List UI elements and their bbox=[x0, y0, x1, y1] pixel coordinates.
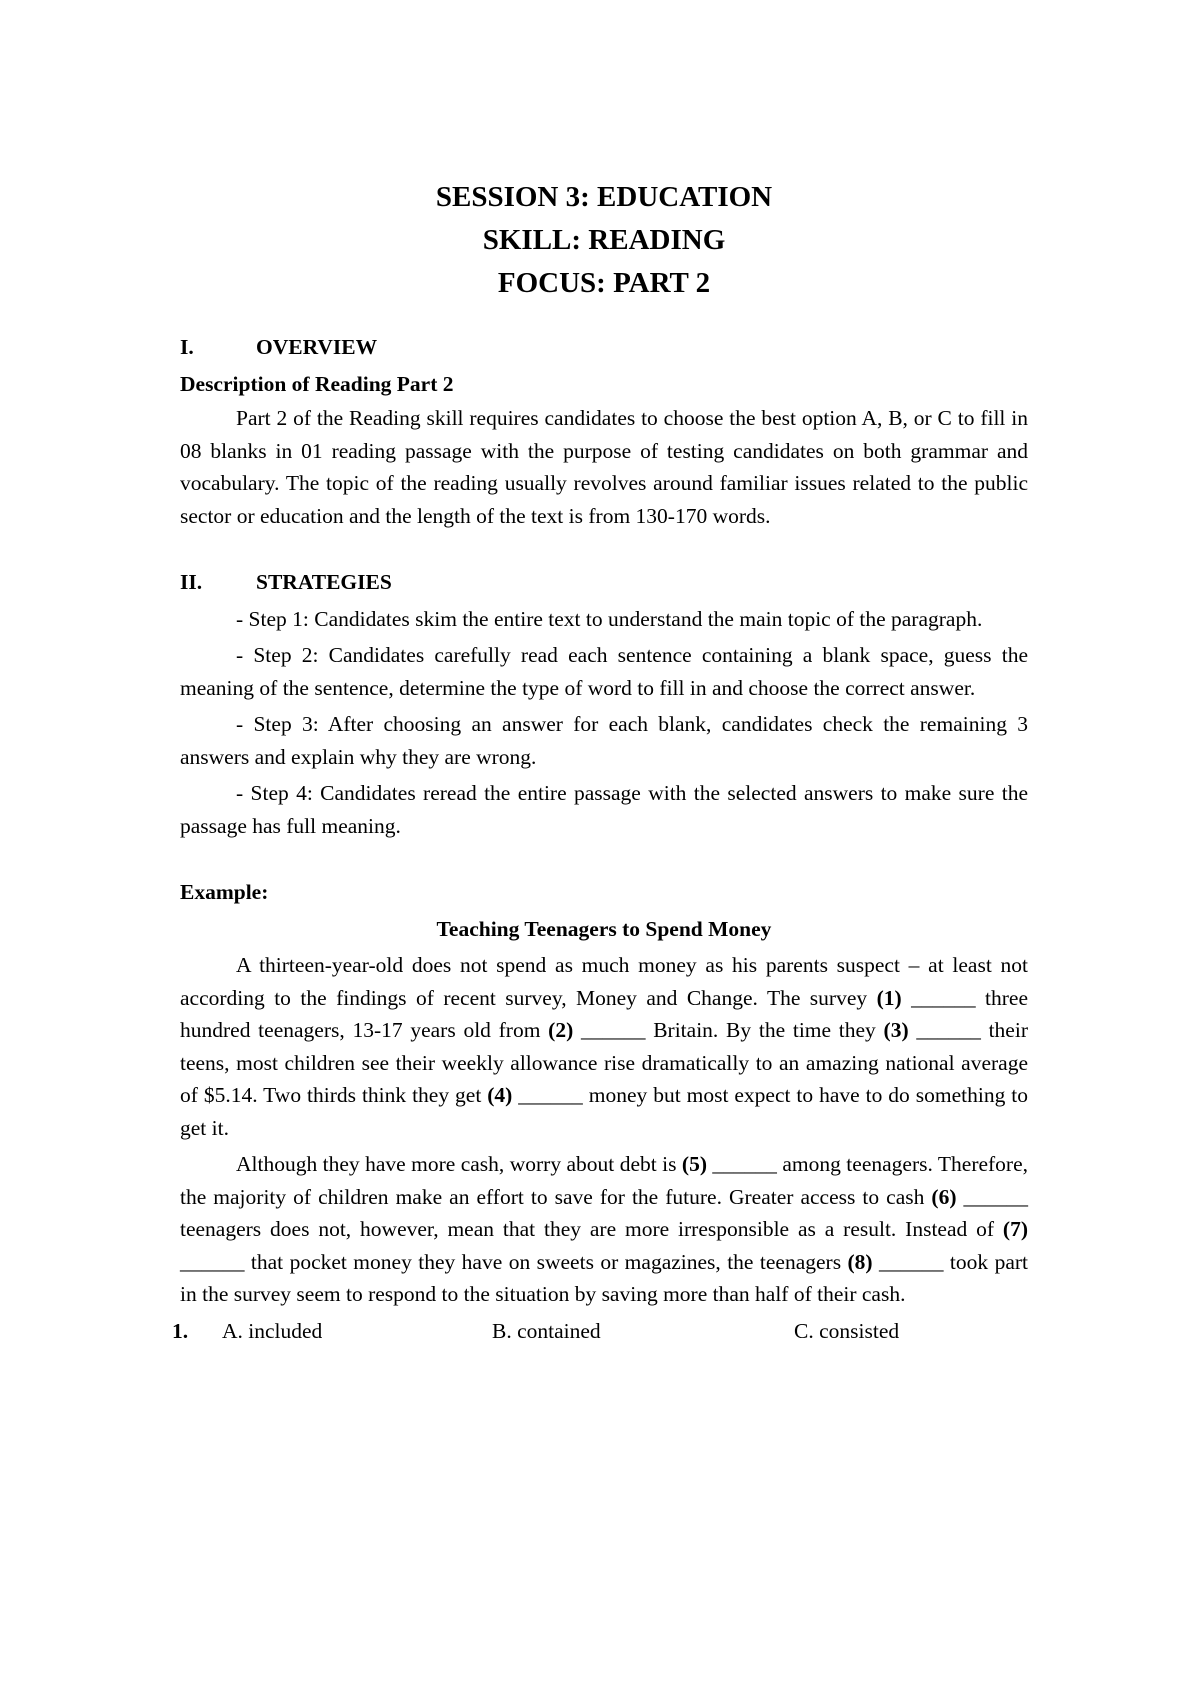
blank-number-3: (3) bbox=[883, 1018, 909, 1042]
question-number: 1. bbox=[172, 1318, 189, 1343]
blank-number-8: (8) bbox=[847, 1249, 873, 1274]
passage-text: ______ teenagers does not, however, mean that they are more irresponsible as a result. Instead of bbox=[180, 1184, 1029, 1241]
passage-text: A thirteen-year-old does not spend as much money as his parents suspect – at least not according to the findings of recent survey, Money and Change. The survey bbox=[180, 953, 1028, 1010]
passage-text: ______ took part in the survey seem to respond to the situation by saving more than half of their cash. bbox=[180, 1249, 1028, 1306]
strategies-heading bbox=[180, 566, 1028, 599]
overview-heading bbox=[180, 331, 1028, 364]
document-content bbox=[172, 176, 1029, 1347]
question-row-1 bbox=[172, 1315, 1028, 1348]
strategy-step-3: - Step 3: After choosing an answer for each blank, candidates check the remaining 3 answers and explain why they are wrong. bbox=[180, 712, 1028, 769]
session-title: SESSION 3: EDUCATION bbox=[435, 181, 773, 213]
strategy-step-1: - Step 1: Candidates skim the entire text to understand the main topic of the paragraph. bbox=[236, 606, 983, 631]
blank-number-6: (6) bbox=[931, 1184, 957, 1209]
passage-text: ______ Britain. By the time they bbox=[573, 1018, 884, 1042]
passage-title: Teaching Teenagers to Spend Money bbox=[436, 916, 772, 941]
passage-text: ______ money but most expect to have to do something to get it. bbox=[180, 1083, 1028, 1140]
description-subheading: Description of Reading Part 2 bbox=[180, 371, 454, 396]
passage-paragraph-2 bbox=[180, 1148, 1028, 1311]
blank-number-2: (2) bbox=[548, 1018, 574, 1042]
passage-paragraph-1 bbox=[180, 949, 1028, 1144]
overview-paragraph: Part 2 of the Reading skill requires candidates to choose the best option A, B, or C to fill in 08 blanks in 01 reading passage with the purpose of testing candidates on both grammar and vocabulary. The topic of the reading usually revolves around familiar issues related to the public sector or education and the length of the text is from 130-170 words. bbox=[180, 406, 1028, 528]
overview-number: I. bbox=[180, 335, 194, 359]
passage-text: ______ three hundred teenagers, 13-17 years old from bbox=[180, 985, 1029, 1042]
passage-text: ______ their teens, most children see their weekly allowance rise dramatically to an amazing national average of $5.14. Two thirds think they get bbox=[180, 1018, 1028, 1107]
strategy-step-2: - Step 2: Candidates carefully read each sentence containing a blank space, guess the meaning of the sentence, determine the type of word to fill in and choose the correct answer. bbox=[180, 643, 1028, 700]
strategies-number: II. bbox=[180, 570, 203, 594]
passage-text: ______ among teenagers. Therefore, the majority of children make an effort to save for the future. Greater access to cash bbox=[180, 1152, 1029, 1209]
option-c: C. consisted bbox=[794, 1318, 900, 1343]
focus-title: FOCUS: PART 2 bbox=[497, 267, 711, 299]
strategies-heading-text: STRATEGIES bbox=[256, 570, 392, 594]
passage-text: Although they have more cash, worry about debt is bbox=[236, 1152, 682, 1176]
blank-number-5: (5) bbox=[681, 1152, 707, 1176]
example-label: Example: bbox=[180, 880, 269, 904]
overview-heading-text: OVERVIEW bbox=[256, 335, 378, 359]
blank-number-7: (7) bbox=[1002, 1217, 1028, 1241]
blank-number-4: (4) bbox=[487, 1083, 513, 1107]
blank-number-1: (1) bbox=[876, 985, 902, 1010]
option-a: A. included bbox=[222, 1318, 323, 1343]
passage-text: ______ that pocket money they have on sweets or magazines, the teenagers bbox=[180, 1249, 848, 1274]
strategy-step-4: - Step 4: Candidates reread the entire passage with the selected answers to make sure the passage has full meaning. bbox=[180, 781, 1028, 838]
option-b: B. contained bbox=[492, 1318, 601, 1343]
skill-title: SKILL: READING bbox=[482, 224, 726, 256]
